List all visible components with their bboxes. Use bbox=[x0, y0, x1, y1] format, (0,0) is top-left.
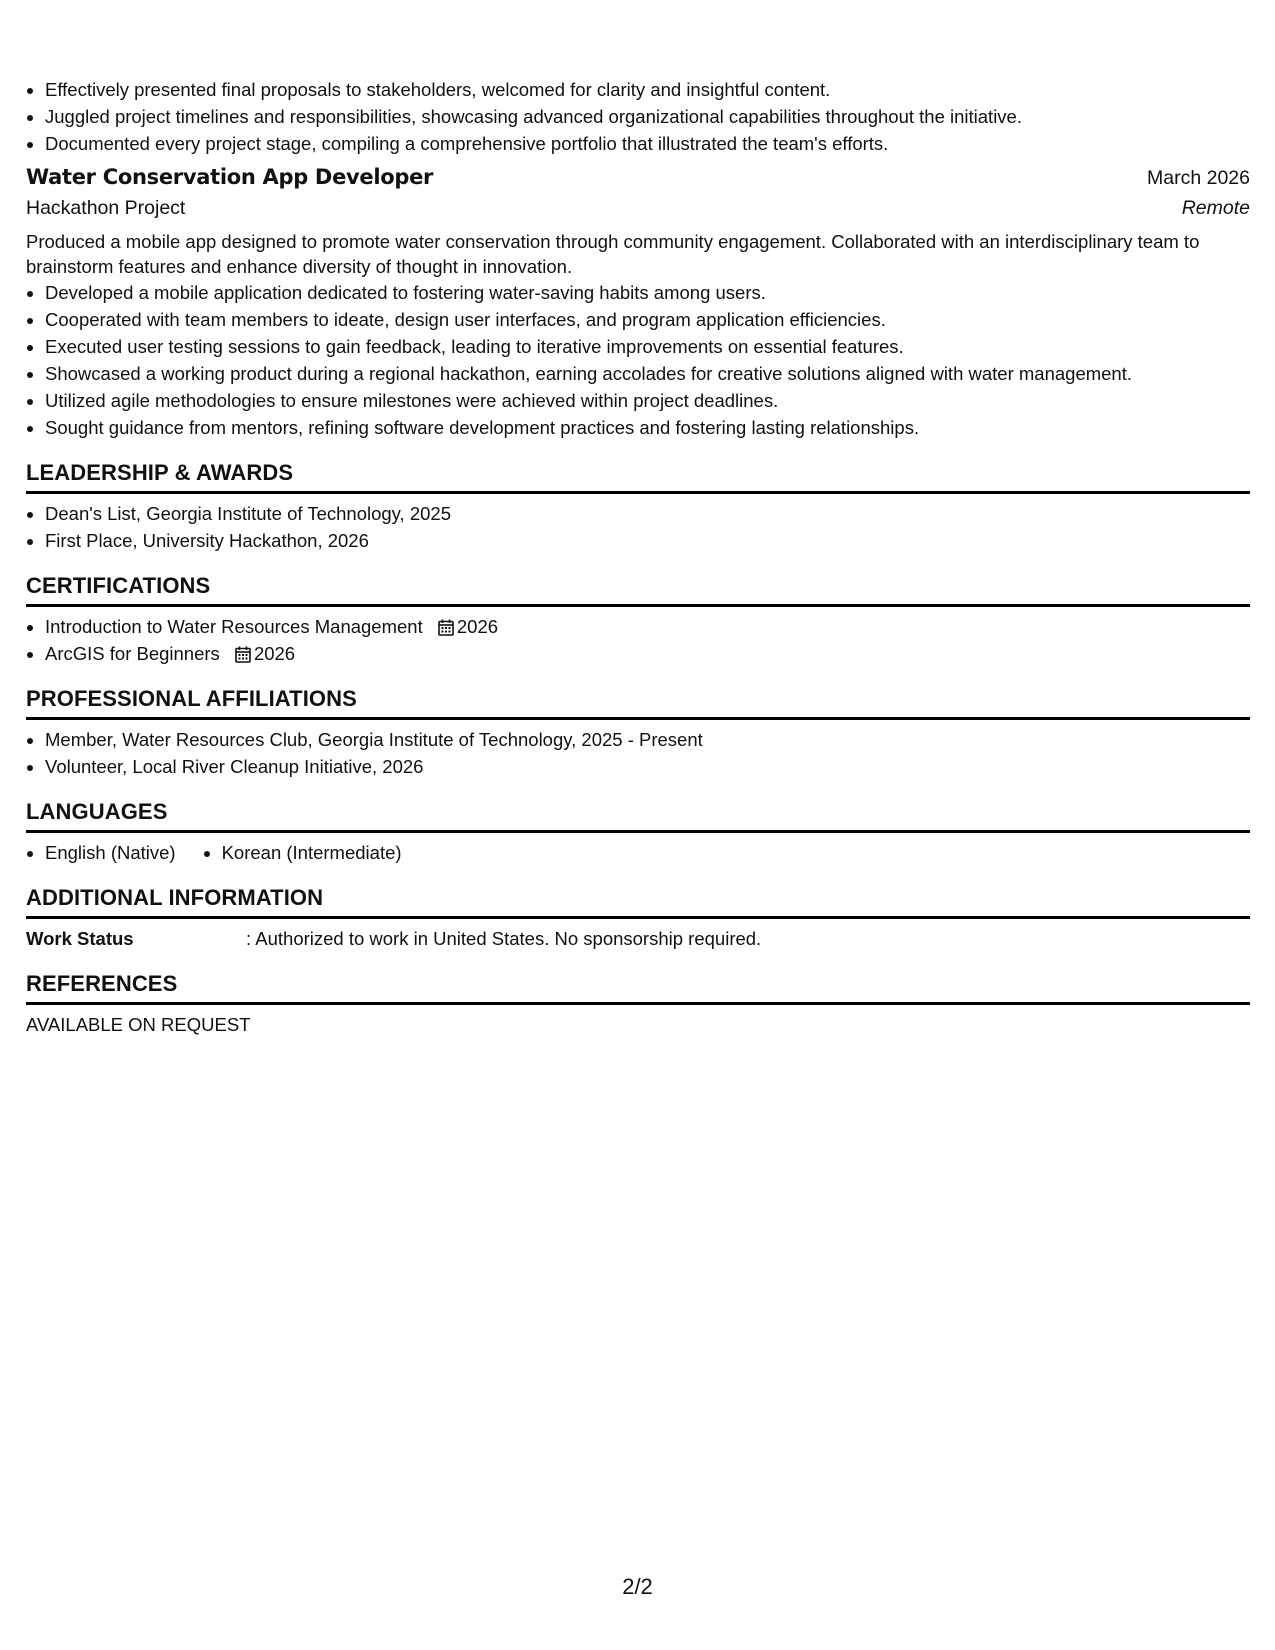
language-item: • English (Native) bbox=[45, 839, 176, 866]
references-text: AVAILABLE ON REQUEST bbox=[26, 1014, 251, 1035]
work-status-row bbox=[26, 925, 1250, 952]
list-item: • Executed user testing sessions to gain feedback, leading to iterative improvements on essential features. bbox=[45, 333, 1250, 360]
list-item: • Documented every project stage, compiling a comprehensive portfolio that illustrated the team's efforts. bbox=[45, 130, 1250, 157]
section-title: LEADERSHIP & AWARDS bbox=[26, 460, 1250, 494]
list-item: • Cooperated with team members to ideate, design user interfaces, and program application efficiencies. bbox=[45, 306, 1250, 333]
work-status-value: : Authorized to work in United States. No sponsorship required. bbox=[246, 928, 762, 949]
references-section bbox=[26, 971, 1250, 1038]
resume-page bbox=[26, 76, 1250, 1038]
list-item: • Juggled project timelines and responsibilities, showcasing advanced organizational capabilities throughout the initiative. bbox=[45, 103, 1250, 130]
language-item: • Korean (Intermediate) bbox=[222, 839, 402, 866]
certification-name: ArcGIS for Beginners bbox=[45, 643, 220, 664]
calendar-icon bbox=[438, 619, 454, 636]
previous-role-bullets bbox=[26, 76, 1250, 157]
role-bullets bbox=[26, 279, 1250, 441]
role-description: Produced a mobile app designed to promote water conservation through community engagement. Collaborated with an interdisciplinary team to brainstorm features and enhance diversity of thought in innovation. bbox=[26, 231, 1200, 277]
certification-year: 2026 bbox=[253, 643, 296, 664]
work-status-label: Work Status bbox=[26, 928, 134, 949]
role-title: Water Conservation App Developer bbox=[26, 165, 434, 189]
section-title: LANGUAGES bbox=[26, 799, 1250, 833]
list-item bbox=[45, 640, 1250, 667]
certification-year: 2026 bbox=[456, 616, 499, 637]
section-title: CERTIFICATIONS bbox=[26, 573, 1250, 607]
list-item: • Volunteer, Local River Cleanup Initiative, 2026 bbox=[45, 753, 1250, 780]
certifications-section bbox=[26, 573, 1250, 667]
list-item: • Showcased a working product during a regional hackathon, earning accolades for creative solutions aligned with water management. bbox=[45, 360, 1250, 387]
list-item: • Developed a mobile application dedicated to fostering water-saving habits among users. bbox=[45, 279, 1250, 306]
section-title: PROFESSIONAL AFFILIATIONS bbox=[26, 686, 1250, 720]
list-item bbox=[45, 613, 1250, 640]
leadership-section bbox=[26, 460, 1250, 554]
list-item: • Utilized agile methodologies to ensure milestones were achieved within project deadlines. bbox=[45, 387, 1250, 414]
list-item: • Sought guidance from mentors, refining software development practices and fostering lasting relationships. bbox=[45, 414, 1250, 441]
list-item: • Effectively presented final proposals to stakeholders, welcomed for clarity and insightful content. bbox=[45, 76, 1250, 103]
section-title: REFERENCES bbox=[26, 971, 1250, 1005]
experience-entry bbox=[26, 165, 1250, 441]
list-item: • Member, Water Resources Club, Georgia Institute of Technology, 2025 - Present bbox=[45, 726, 1250, 753]
list-item: • First Place, University Hackathon, 2026 bbox=[45, 527, 1250, 554]
role-location: Remote bbox=[1181, 197, 1250, 219]
page-number: 2/2 bbox=[622, 1574, 653, 1599]
list-item: • Dean's List, Georgia Institute of Technology, 2025 bbox=[45, 500, 1250, 527]
role-date: March 2026 bbox=[1147, 167, 1250, 189]
affiliations-section bbox=[26, 686, 1250, 780]
calendar-icon bbox=[235, 646, 251, 663]
section-title: ADDITIONAL INFORMATION bbox=[26, 885, 1250, 919]
role-organization: Hackathon Project bbox=[26, 197, 186, 219]
certification-name: Introduction to Water Resources Management bbox=[45, 616, 423, 637]
additional-info-section bbox=[26, 885, 1250, 952]
languages-section bbox=[26, 799, 1250, 866]
